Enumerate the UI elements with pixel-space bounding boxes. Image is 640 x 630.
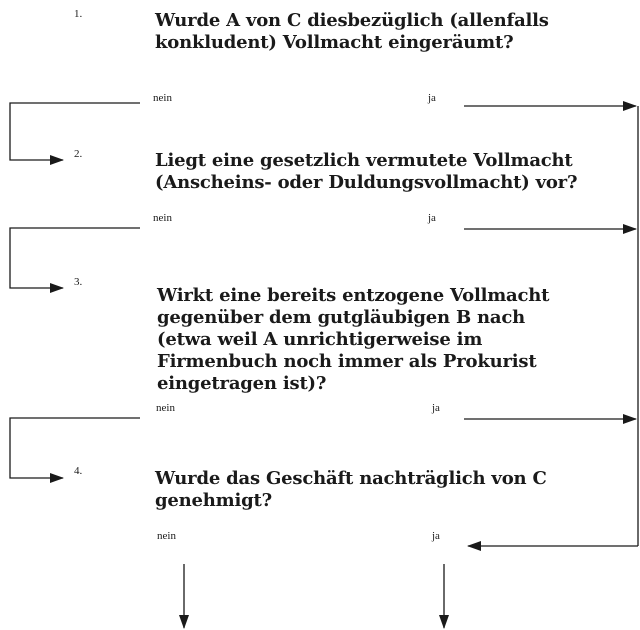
step-1-question: Wurde A von C diesbezüglich (allenfalls konkludent) Vollmacht eingeräumt?	[155, 10, 549, 53]
step-1-yes-label: ja	[428, 92, 436, 104]
no-arrow-1-to-2	[10, 103, 140, 160]
step-4-question: Wurde das Geschäft nachträglich von C genehmigt?	[155, 468, 547, 511]
step-4-no-label: nein	[157, 530, 176, 542]
step-3-yes-label: ja	[432, 402, 440, 414]
no-arrow-2-to-3	[10, 228, 140, 288]
step-2-no-label: nein	[153, 212, 172, 224]
no-arrow-3-to-4	[10, 418, 140, 478]
step-3-number: 3.	[74, 276, 83, 288]
step-3-no-label: nein	[156, 402, 175, 414]
step-4-number: 4.	[74, 465, 83, 477]
step-2-yes-label: ja	[428, 212, 436, 224]
step-1-number: 1.	[74, 8, 83, 20]
step-3-question: Wirkt eine bereits entzogene Vollmacht gegenüber dem gutgläubigen B nach (etwa weil A unrichtigerweise im Firmenbuch noch immer als Prokurist eingetragen ist)?	[157, 285, 550, 394]
step-4-yes-label: ja	[432, 530, 440, 542]
step-1-no-label: nein	[153, 92, 172, 104]
step-2-number: 2.	[74, 148, 83, 160]
step-2-question: Liegt eine gesetzlich vermutete Vollmacht (Anscheins- oder Duldungsvollmacht) vor?	[155, 150, 578, 193]
